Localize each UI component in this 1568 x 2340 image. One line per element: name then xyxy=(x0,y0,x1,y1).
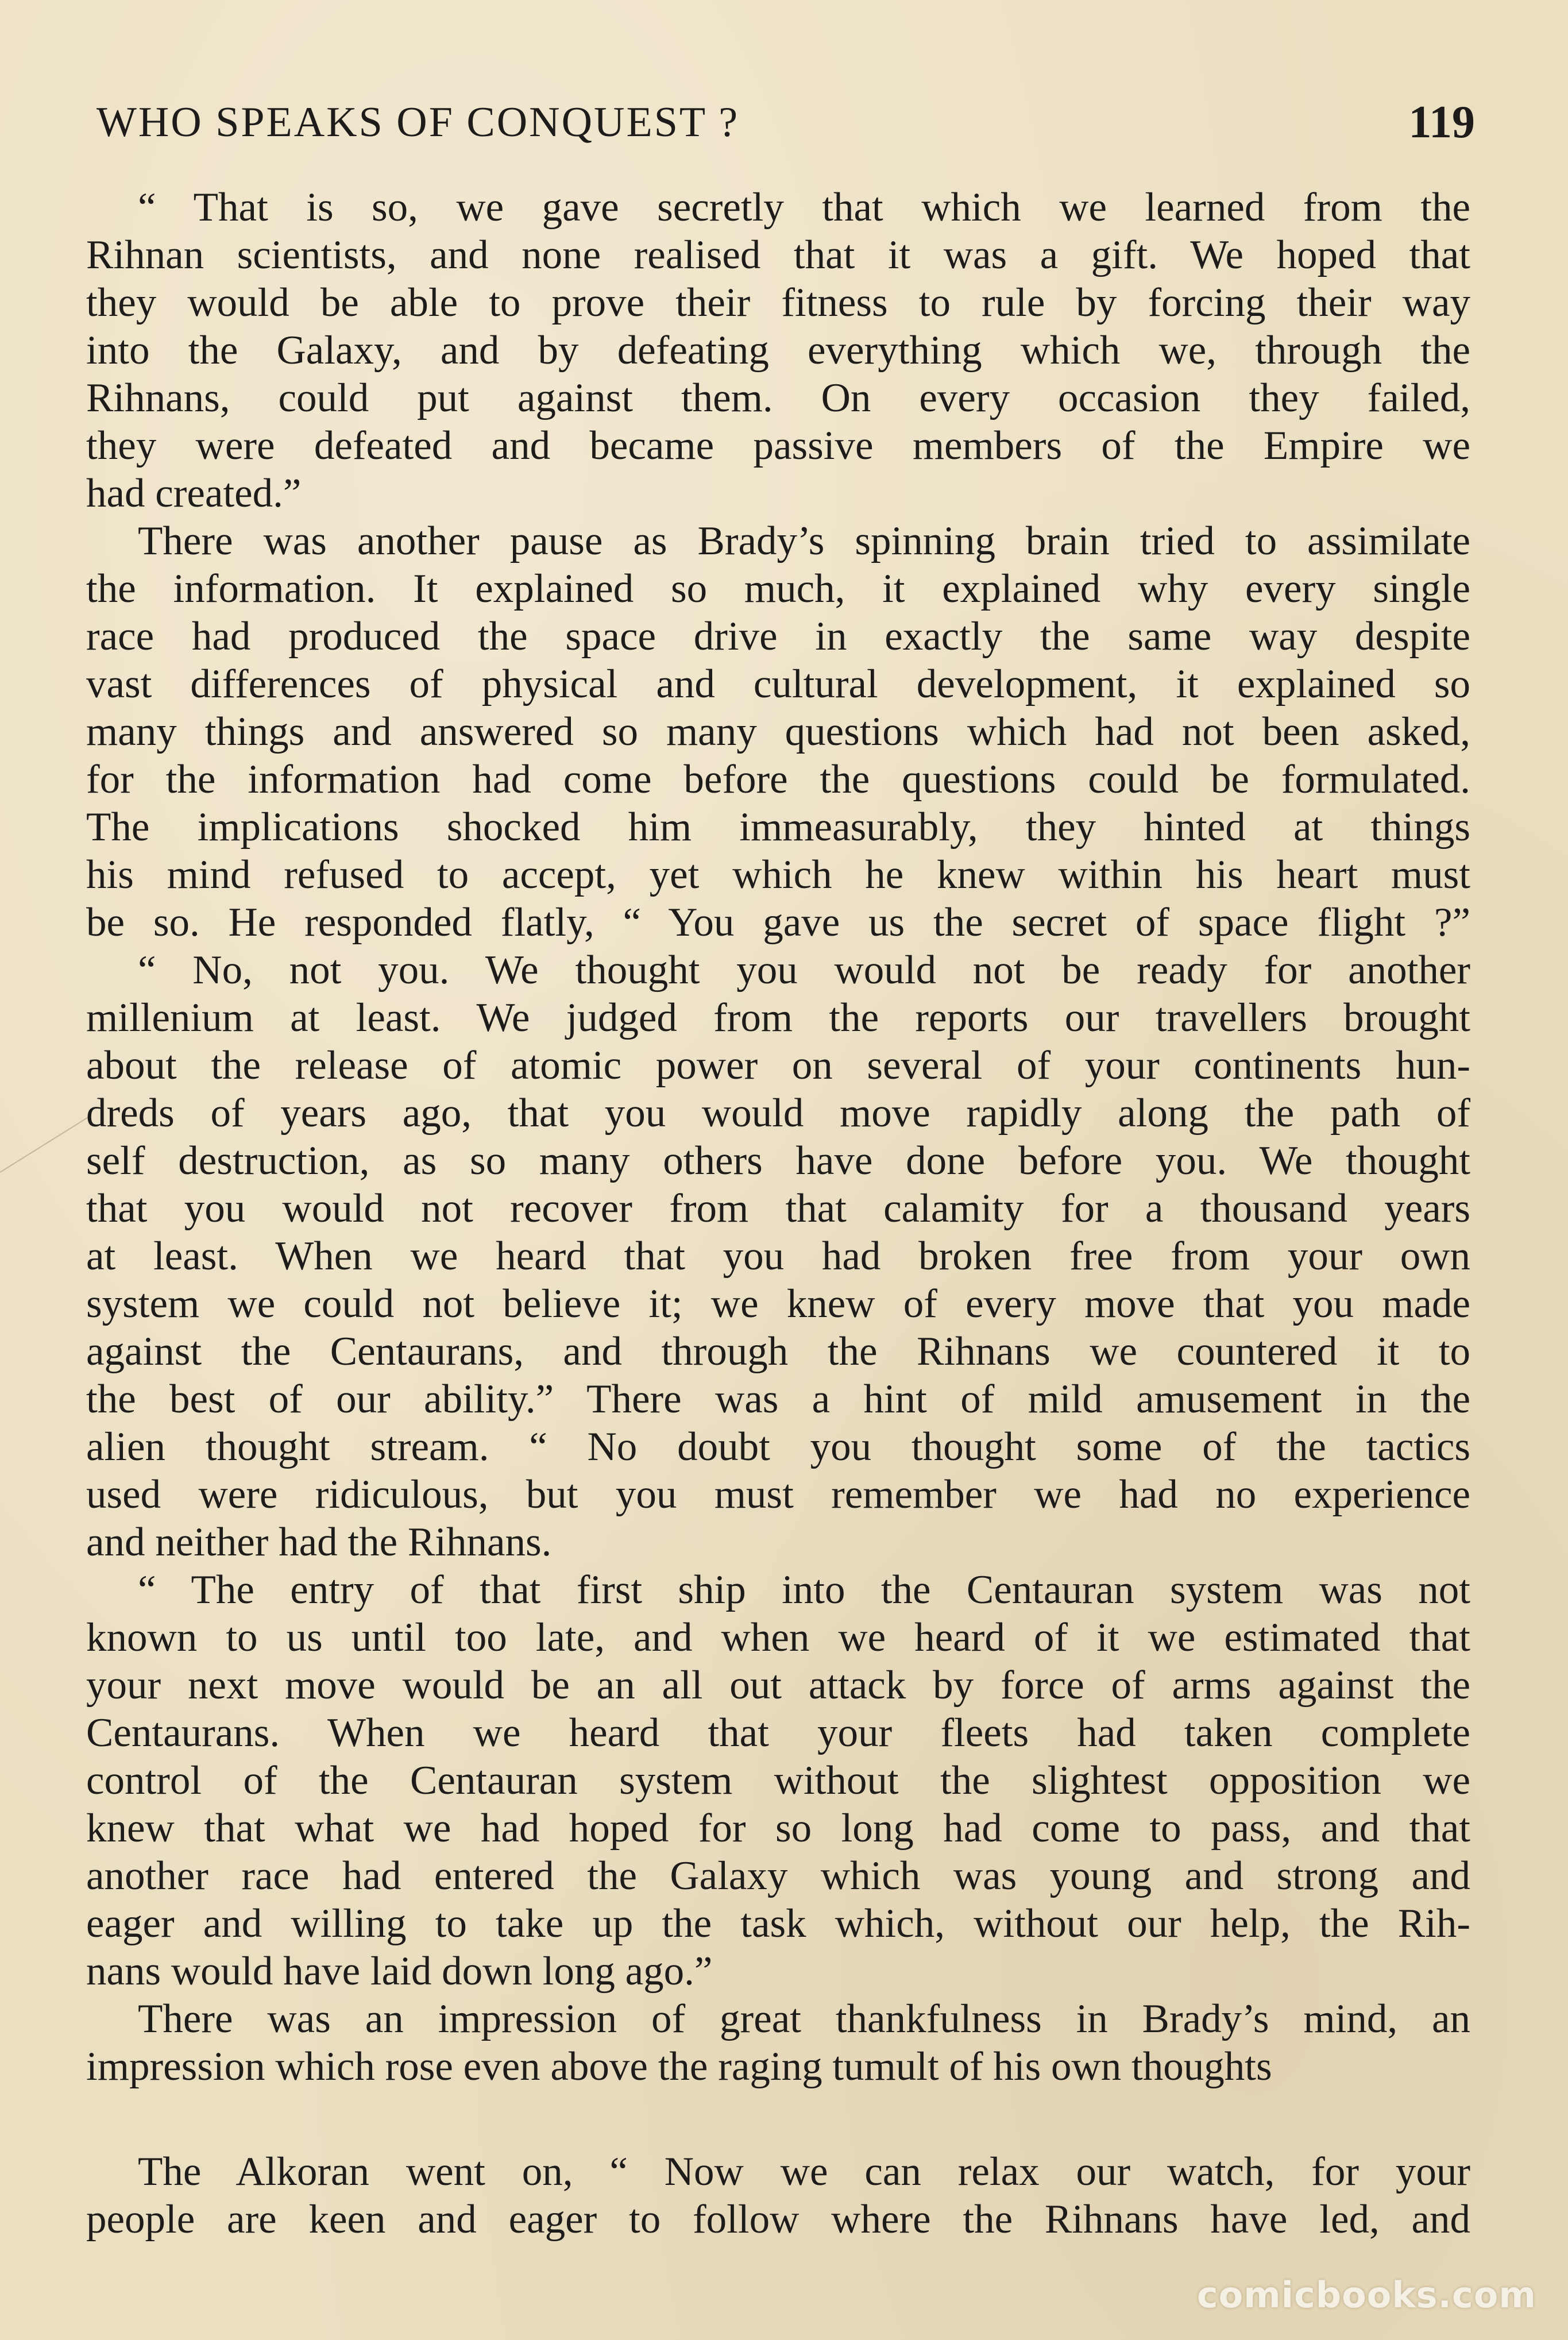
text-line: “ The entry of that first ship into the Centauran system was not xyxy=(138,1567,1470,1612)
text-line: your next move would be an all out attack by force of arms against the xyxy=(86,1663,1470,1708)
text-line: millenium at least. We judged from the reports our travellers brought xyxy=(86,995,1470,1040)
text-line: vast differences of physical and cultural development, it explained so xyxy=(86,662,1470,706)
text-line: control of the Centauran system without the slightest opposition we xyxy=(86,1758,1470,1803)
text-line: that you would not recover from that calamity for a thousand years xyxy=(86,1186,1470,1231)
text-line: Rihnans, could put against them. On every occasion they failed, xyxy=(86,376,1470,420)
text-line: knew that what we had hoped for so long had come to pass, and that xyxy=(86,1806,1470,1851)
text-line: Centaurans. When we heard that your fleets had taken complete xyxy=(86,1710,1470,1755)
text-line: against the Centaurans, and through the Rihnans we countered it to xyxy=(86,1329,1470,1374)
text-line: into the Galaxy, and by defeating everything which we, through the xyxy=(86,328,1470,373)
text-line: the best of our ability.” There was a hint of mild amusement in the xyxy=(86,1377,1470,1422)
text-line: they were defeated and became passive members of the Empire we xyxy=(86,423,1470,468)
text-line: race had produced the space drive in exactly the same way despite xyxy=(86,614,1470,659)
text-line: There was another pause as Brady’s spinning brain tried to assimilate xyxy=(138,519,1470,563)
text-line: system we could not believe it; we knew of every move that you made xyxy=(86,1281,1470,1326)
body-text xyxy=(86,184,1470,2244)
text-line: the information. It explained so much, it explained why every single xyxy=(86,566,1470,611)
text-line: they would be able to prove their fitness to rule by forcing their way xyxy=(86,280,1470,325)
text-line: at least. When we heard that you had broken free from your own xyxy=(86,1234,1470,1279)
text-line: about the release of atomic power on several of your continents hun- xyxy=(86,1043,1470,1088)
text-line: another race had entered the Galaxy which was young and strong and xyxy=(86,1854,1470,1898)
text-line: known to us until too late, and when we heard of it we estimated that xyxy=(86,1615,1470,1660)
running-title: WHO SPEAKS OF CONQUEST ? xyxy=(96,99,740,146)
text-line: The implications shocked him immeasurably, they hinted at things xyxy=(86,805,1470,849)
text-line: be so. He responded flatly, “ You gave us the secret of space flight ?” xyxy=(86,900,1470,945)
text-line: The Alkoran went on, “ Now we can relax our watch, for your xyxy=(138,2149,1470,2194)
text-line: and neither had the Rihnans. xyxy=(86,1520,552,1565)
watermark-logo: comicbooks.com xyxy=(1196,2274,1536,2316)
text-line: self destruction, as so many others have done before you. We thought xyxy=(86,1138,1470,1183)
text-line: people are keen and eager to follow where the Rihnans have led, and xyxy=(86,2197,1470,2242)
text-line: many things and answered so many questions which had not been asked, xyxy=(86,709,1470,754)
text-line: Rihnan scientists, and none realised that it was a gift. We hoped that xyxy=(86,233,1470,277)
text-line: “ No, not you. We thought you would not be ready for another xyxy=(138,948,1470,993)
text-line: had created.” xyxy=(86,471,302,516)
text-line: used were ridiculous, but you must remember we had no experience xyxy=(86,1472,1470,1517)
text-line: There was an impression of great thankfulness in Brady’s mind, an xyxy=(138,1997,1470,2041)
text-line: nans would have laid down long ago.” xyxy=(86,1949,713,1994)
text-line: “ That is so, we gave secretly that which we learned from the xyxy=(138,185,1470,230)
text-line: impression which rose even above the raging tumult of his own thoughts xyxy=(86,2044,1272,2089)
page-crease-mark xyxy=(0,1117,88,1173)
text-line: for the information had come before the questions could be formulated. xyxy=(86,757,1470,802)
text-line: dreds of years ago, that you would move rapidly along the path of xyxy=(86,1091,1470,1136)
page-number: 119 xyxy=(1408,97,1475,148)
text-line: eager and willing to take up the task which, without our help, the Rih- xyxy=(86,1901,1470,1946)
text-line: alien thought stream. “ No doubt you thought some of the tactics xyxy=(86,1424,1470,1469)
section-gap xyxy=(86,2091,1470,2148)
running-head xyxy=(96,91,1475,154)
text-line: his mind refused to accept, yet which he knew within his heart must xyxy=(86,852,1470,897)
